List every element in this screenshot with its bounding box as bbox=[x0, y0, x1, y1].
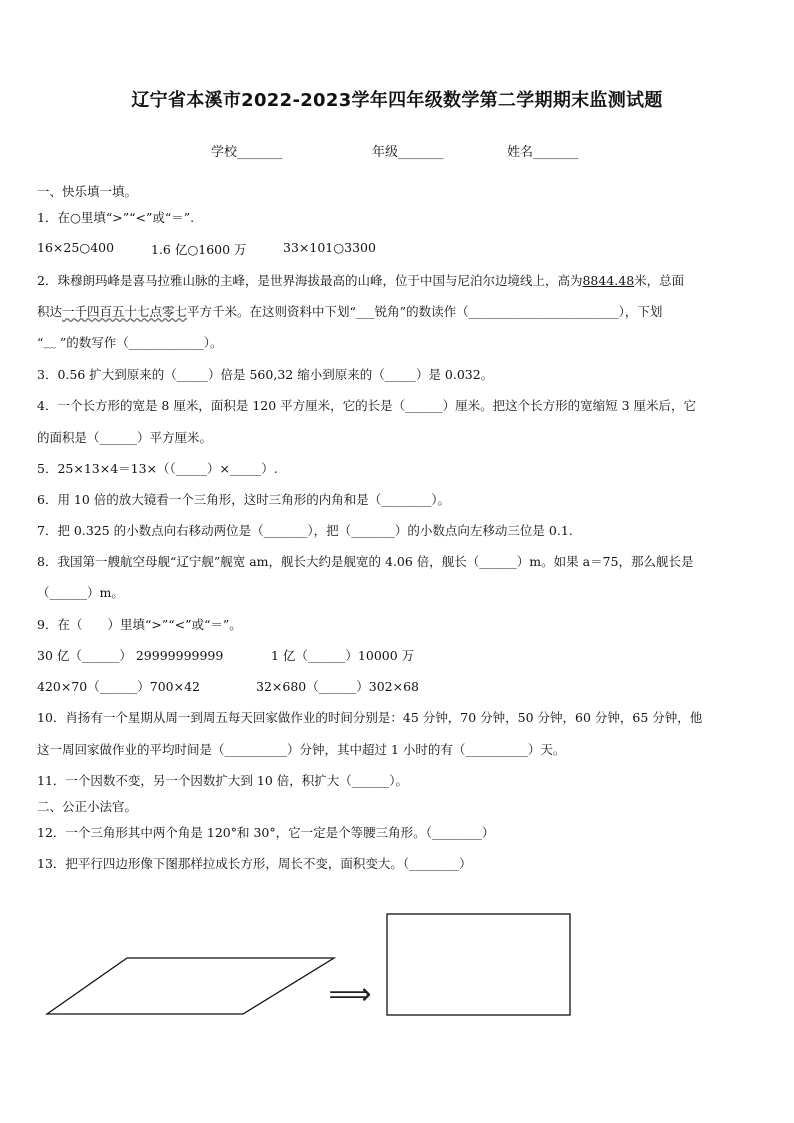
question-8-line-2: （______）m。 bbox=[37, 585, 124, 600]
wavy-line-icon: ﹏ bbox=[43, 335, 56, 350]
question-5: 5．25×13×4＝13×（（_____）×_____）. bbox=[37, 461, 278, 476]
school-label: 学校 bbox=[211, 145, 238, 160]
q13-diagram bbox=[0, 880, 794, 1040]
student-info-row bbox=[0, 141, 794, 161]
question-1-item-a: 16×25○400 bbox=[37, 240, 115, 255]
name-blank: _______ bbox=[533, 145, 579, 160]
question-2-line-2 bbox=[37, 302, 662, 320]
section-2-heading: 二、公正小法官。 bbox=[37, 799, 138, 814]
question-2-line-3 bbox=[37, 333, 223, 351]
q2-text-1: 2．珠穆朗玛峰是喜马拉雅山脉的主峰，是世界海拔最高的山峰，位于中国与尼泊尔边境线上，高为 bbox=[37, 273, 583, 288]
q2-area-words: 一千四百五十七点零七 bbox=[62, 304, 188, 319]
question-7: 7．把 0.325 的小数点向右移动两位是（_______），把（_______）的小数点向左移动三位是 0.1. bbox=[37, 523, 573, 538]
question-11: 11．一个因数不变，另一个因数扩大到 10 倍，积扩大（______）。 bbox=[37, 773, 409, 788]
rectangle-shape bbox=[387, 914, 570, 1015]
name-field[interactable] bbox=[507, 141, 579, 160]
grade-field[interactable] bbox=[372, 141, 444, 160]
question-6: 6．用 10 倍的放大镜看一个三角形，这时三角形的内角和是（________）。 bbox=[37, 492, 451, 507]
question-2-line-1 bbox=[37, 271, 684, 289]
question-4-line-1: 4．一个长方形的宽是 8 厘米，面积是 120 平方厘米，它的长是（______）厘米。把这个长方形的宽缩短 3 厘米后，它 bbox=[37, 398, 697, 413]
question-10-line-1: 10．肖扬有一个星期从周一到周五每天回家做作业的时间分别是：45 分钟，70 分钟，50 分钟，60 分钟，65 分钟，他 bbox=[37, 710, 703, 725]
transform-arrow-icon: ⟹ bbox=[328, 977, 372, 1012]
question-9-item-b: 1 亿（______）10000 万 bbox=[271, 648, 415, 663]
question-9-item-a: 30 亿（______） 29999999999 bbox=[37, 648, 224, 663]
question-9-item-d: 32×680（______）302×68 bbox=[256, 679, 419, 694]
grade-label: 年级 bbox=[372, 145, 399, 160]
question-13: 13．把平行四边形像下图那样拉成长方形，周长不变，面积变大。（________） bbox=[37, 856, 472, 871]
question-9: 9．在（ ）里填“>”“<”或“＝”。 bbox=[37, 617, 242, 632]
grade-blank: _______ bbox=[398, 145, 444, 160]
question-10-line-2: 这一周回家做作业的平均时间是（__________）分钟，其中超过 1 小时的有（__________）天。 bbox=[37, 742, 566, 757]
school-field[interactable] bbox=[211, 141, 283, 160]
name-label: 姓名 bbox=[507, 145, 534, 160]
q2-text-6: ”的数写作（____________）。 bbox=[55, 335, 223, 350]
question-1-item-b: 1.6 亿○1600 万 bbox=[151, 242, 247, 257]
question-1-item-c: 33×101○3300 bbox=[283, 240, 376, 255]
page-title: 辽宁省本溪市2022-2023学年四年级数学第二学期期末监测试题 bbox=[131, 90, 663, 111]
q2-height-value: 8844.48 bbox=[582, 273, 635, 288]
parallelogram-shape bbox=[47, 958, 334, 1014]
q2-text-5: “ bbox=[37, 335, 44, 350]
question-1: 1．在○里填“>”“<”或“＝”. bbox=[37, 210, 195, 225]
section-1-heading: 一、快乐填一填。 bbox=[37, 184, 138, 199]
q2-text-2: 米，总面 bbox=[634, 273, 685, 288]
question-9-item-c: 420×70（______）700×42 bbox=[37, 679, 200, 694]
school-blank: _______ bbox=[237, 145, 283, 160]
q13-figure bbox=[0, 880, 794, 1040]
question-8-line-1: 8．我国第一艘航空母舰“辽宁舰”舰宽 am，舰长大约是舰宽的 4.06 倍，舰长（______）m。如果 a＝75，那么舰长是 bbox=[37, 554, 694, 569]
q2-text-4: 平方千米。在这则资料中下划“___锐角”的数读作（________________________），下划 bbox=[187, 304, 663, 319]
question-3: 3．0.56 扩大到原来的（_____）倍是 560,32 缩小到原来的（_____）是 0.032。 bbox=[37, 367, 494, 382]
q2-text-3: 积达 bbox=[37, 304, 63, 319]
question-12: 12．一个三角形其中两个角是 120°和 30°，它一定是个等腰三角形。（________） bbox=[37, 825, 495, 840]
question-4-line-2: 的面积是（______）平方厘米。 bbox=[37, 430, 213, 445]
